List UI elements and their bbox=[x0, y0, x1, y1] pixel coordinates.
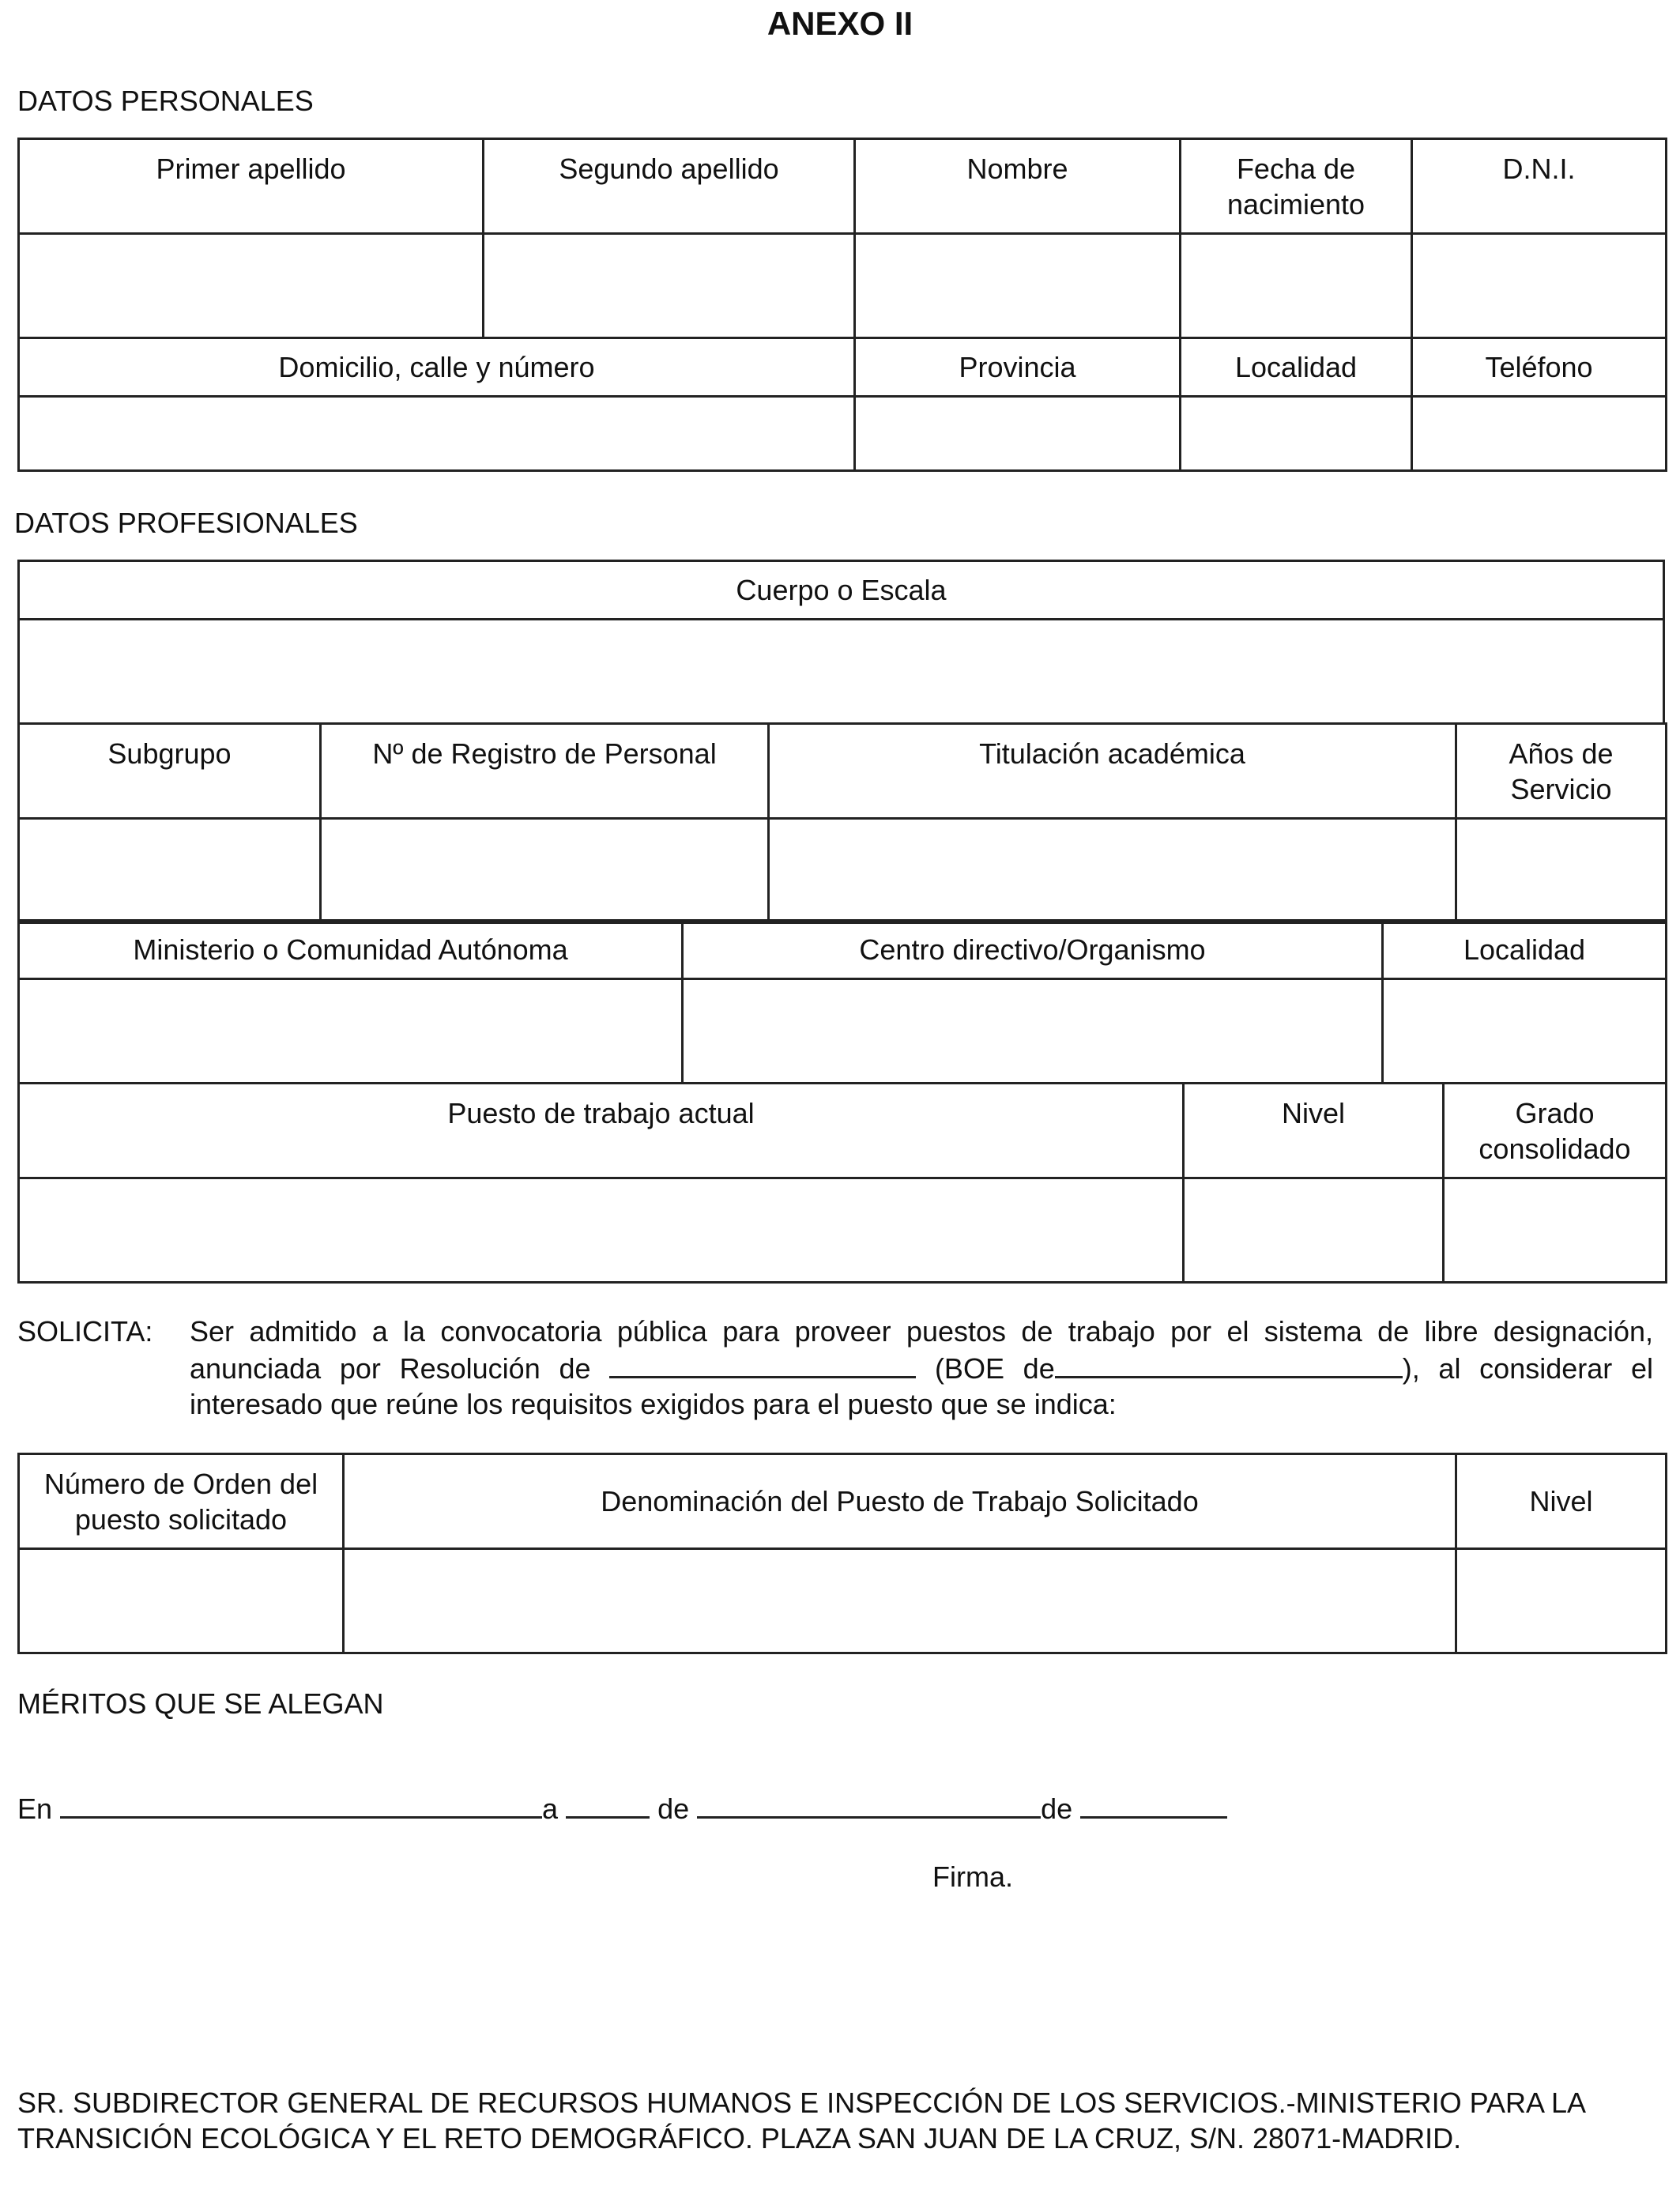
solicita-text bbox=[190, 1314, 1653, 1422]
header-cuerpo-escala: Cuerpo o Escala bbox=[19, 561, 1664, 620]
professional-cuerpo-table bbox=[17, 560, 1665, 725]
day-blank[interactable] bbox=[566, 1789, 650, 1819]
field-numero-orden[interactable] bbox=[19, 1549, 344, 1653]
field-localidad[interactable] bbox=[1181, 397, 1412, 471]
header-titulacion: Titulación académica bbox=[769, 724, 1456, 819]
section-heading-professional: DATOS PROFESIONALES bbox=[14, 507, 358, 539]
field-denominacion-puesto[interactable] bbox=[344, 1549, 1456, 1653]
header-nivel-solicitado: Nivel bbox=[1456, 1454, 1667, 1549]
header-denominacion-puesto: Denominación del Puesto de Trabajo Solicitado bbox=[344, 1454, 1456, 1549]
header-registro-personal: Nº de Registro de Personal bbox=[321, 724, 769, 819]
professional-ministerio-table bbox=[17, 919, 1667, 1084]
section-heading-meritos: MÉRITOS QUE SE ALEGAN bbox=[17, 1687, 384, 1720]
year-blank[interactable] bbox=[1080, 1789, 1227, 1819]
de-label-1: de bbox=[650, 1793, 698, 1825]
field-grado-consolidado[interactable] bbox=[1444, 1178, 1667, 1283]
field-domicilio[interactable] bbox=[19, 397, 855, 471]
solicita-label: SOLICITA: bbox=[17, 1315, 153, 1348]
header-telefono: Teléfono bbox=[1412, 338, 1667, 397]
header-grado-consolidado: Grado consolidado bbox=[1444, 1084, 1667, 1178]
field-fecha-nacimiento[interactable] bbox=[1181, 234, 1412, 338]
header-primer-apellido: Primer apellido bbox=[19, 139, 484, 234]
footer-address: SR. SUBDIRECTOR GENERAL DE RECURSOS HUMANOS E INSPECCIÓN DE LOS SERVICIOS.-MINISTERIO PARA LA TRANSICIÓN ECOLÓGICA Y EL RETO DEMOGRÁFICO. PLAZA SAN JUAN DE LA CRUZ, S/N. 28071-MADRID. bbox=[17, 2087, 1585, 2154]
header-numero-orden: Número de Orden del puesto solicitado bbox=[19, 1454, 344, 1549]
field-nivel-solicitado[interactable] bbox=[1456, 1549, 1667, 1653]
header-nivel-actual: Nivel bbox=[1184, 1084, 1444, 1178]
header-ministerio: Ministerio o Comunidad Autónoma bbox=[19, 921, 683, 979]
place-date-line bbox=[17, 1789, 1227, 1826]
header-puesto-actual: Puesto de trabajo actual bbox=[19, 1084, 1184, 1178]
professional-subgrupo-table bbox=[17, 722, 1667, 924]
a-label: a bbox=[542, 1793, 567, 1825]
header-localidad: Localidad bbox=[1181, 338, 1412, 397]
solicita-text-part2: (BOE de bbox=[916, 1352, 1055, 1385]
de-label-2: de bbox=[1041, 1793, 1081, 1825]
field-titulacion[interactable] bbox=[769, 819, 1456, 923]
field-anos-servicio[interactable] bbox=[1456, 819, 1667, 923]
field-localidad-profesional[interactable] bbox=[1383, 979, 1667, 1084]
month-blank[interactable] bbox=[697, 1789, 1041, 1819]
field-segundo-apellido[interactable] bbox=[484, 234, 855, 338]
page-title: ANEXO II bbox=[767, 5, 913, 42]
field-provincia[interactable] bbox=[855, 397, 1181, 471]
signature-label: Firma. bbox=[932, 1860, 1013, 1893]
header-provincia: Provincia bbox=[855, 338, 1181, 397]
field-nivel-actual[interactable] bbox=[1184, 1178, 1444, 1283]
field-dni[interactable] bbox=[1412, 234, 1667, 338]
resolucion-blank[interactable] bbox=[609, 1349, 916, 1378]
personal-data-table bbox=[17, 138, 1667, 472]
header-dni: D.N.I. bbox=[1412, 139, 1667, 234]
field-nombre[interactable] bbox=[855, 234, 1181, 338]
en-label: En bbox=[17, 1793, 61, 1825]
field-subgrupo[interactable] bbox=[19, 819, 321, 923]
header-anos-servicio: Años de Servicio bbox=[1456, 724, 1667, 819]
requested-position-table bbox=[17, 1453, 1667, 1654]
header-nombre: Nombre bbox=[855, 139, 1181, 234]
boe-date-blank[interactable] bbox=[1055, 1349, 1403, 1378]
solicita-text-part3: ), al considerar el interesado que reúne los requisitos exigidos para el puesto que se indica: bbox=[190, 1352, 1653, 1420]
place-blank[interactable] bbox=[60, 1789, 542, 1819]
field-telefono[interactable] bbox=[1412, 397, 1667, 471]
field-centro-directivo[interactable] bbox=[683, 979, 1383, 1084]
field-ministerio[interactable] bbox=[19, 979, 683, 1084]
solicita-text-part1: Ser admitido a la convocatoria pública para proveer puestos de trabajo por el sistema de libre designación, anunciada por Resolución de bbox=[190, 1315, 1653, 1385]
field-cuerpo-escala[interactable] bbox=[19, 620, 1664, 724]
header-centro-directivo: Centro directivo/Organismo bbox=[683, 921, 1383, 979]
field-registro-personal[interactable] bbox=[321, 819, 769, 923]
header-subgrupo: Subgrupo bbox=[19, 724, 321, 819]
header-segundo-apellido: Segundo apellido bbox=[484, 139, 855, 234]
field-puesto-actual[interactable] bbox=[19, 1178, 1184, 1283]
header-domicilio: Domicilio, calle y número bbox=[19, 338, 855, 397]
section-heading-personal: DATOS PERSONALES bbox=[17, 85, 314, 117]
field-primer-apellido[interactable] bbox=[19, 234, 484, 338]
professional-puesto-actual-table bbox=[17, 1082, 1667, 1284]
header-localidad-profesional: Localidad bbox=[1383, 921, 1667, 979]
header-fecha-nacimiento: Fecha de nacimiento bbox=[1181, 139, 1412, 234]
